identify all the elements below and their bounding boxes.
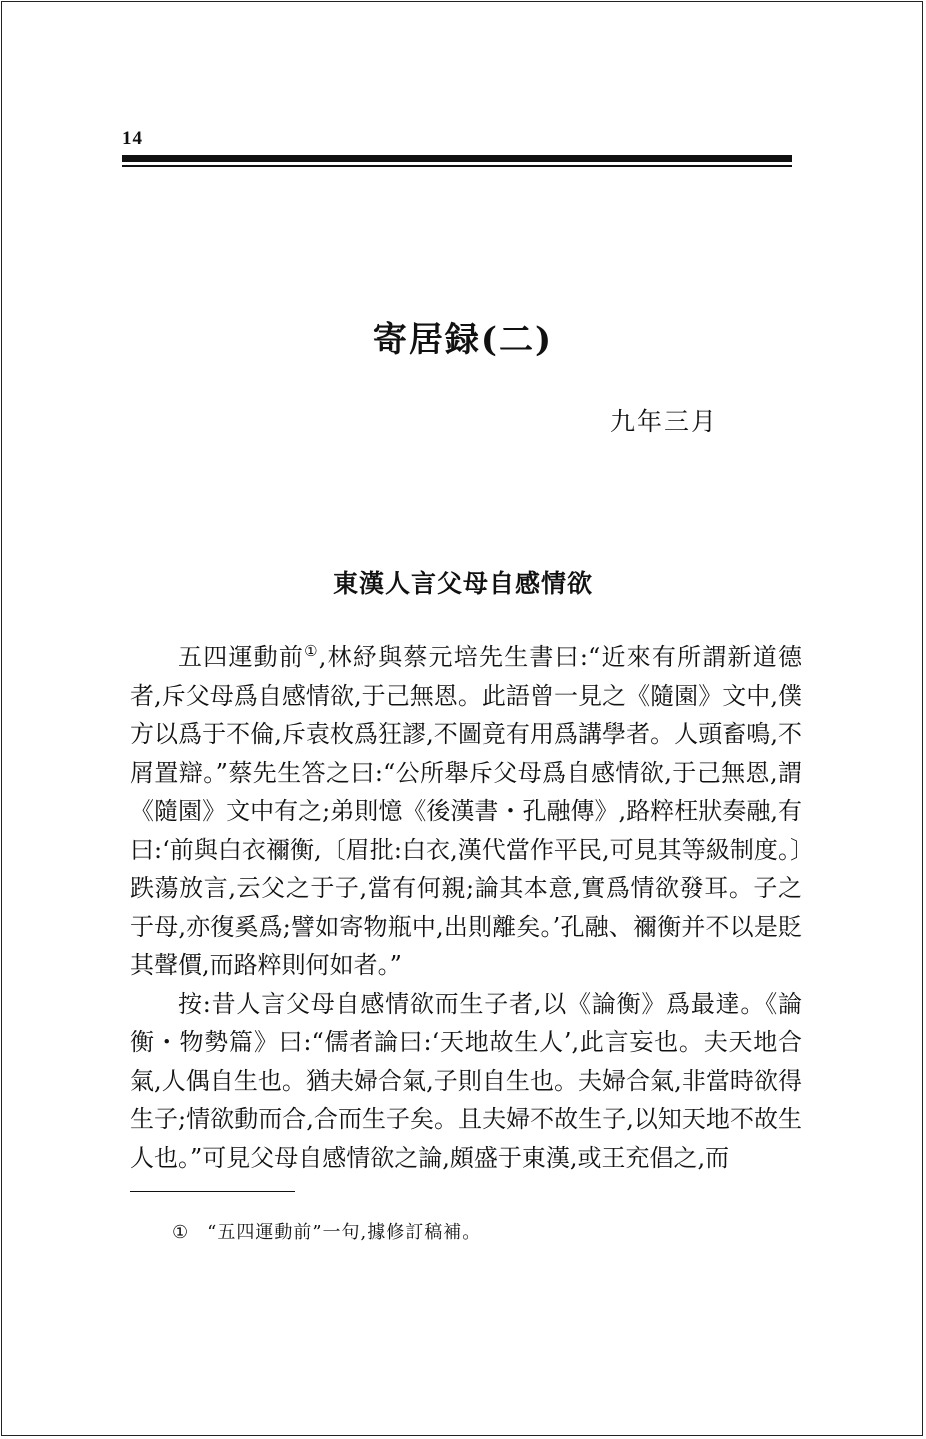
header-rule-thin	[122, 165, 792, 167]
section-title: 東漢人言父母自感情欲	[332, 569, 593, 598]
footnote-reference[interactable]: ①	[304, 642, 319, 660]
footnote-separator	[130, 1191, 295, 1192]
chapter-date: 九年三月	[610, 407, 719, 436]
page-number: 14	[122, 128, 143, 149]
paragraph-2: 按:昔人言父母自感情欲而生子者,以《論衡》爲最達。《論衡・物勢篇》曰:“儒者論曰:‘天地故生人’,此言妄也。夫天地合氣,人偶自生也。猶夫婦合氣,子則自生也。夫婦合氣,非當時欲得生子;情欲動而合,合而生子矣。且夫婦不故生子,以知天地不故生人也。”可見父母自感情欲之論,頗盛于東漢,或王充倡之,而	[130, 989, 802, 1172]
paragraph-1-rest: ,林紓與蔡元培先生書曰:“近來有所謂新道德者,斥父母爲自感情欲,于己無恩。此語曾一見之《隨園》文中,僕方以爲于不倫,斥袁枚爲狂謬,不圖竟有用爲講學者。人頭畜鳴,不屑置辯。”蔡先生答之曰:“公所舉斥父母爲自感情欲,于己無恩,謂《隨園》文中有之;弟則憶《後漢書・孔融傳》,路粹枉狀奏融,有曰:‘前與白衣禰衡,〔眉批:白衣,漢代當作平民,可見其等級制度。〕跌蕩放言,云父之于子,當有何親;論其本意,實爲情欲發耳。子之于母,亦復奚爲;譬如寄物瓶中,出則離矣。’孔融、禰衡并不以是貶其聲價,而路粹則何如者。”	[130, 643, 803, 979]
footnote-number: ①	[172, 1222, 190, 1243]
footnote-text: “五四運動前”一句,據修訂稿補。	[207, 1222, 482, 1243]
footnote	[172, 1218, 481, 1244]
header-rule-thick	[122, 155, 792, 162]
body-text	[130, 638, 802, 1177]
chapter-title: 寄居録(二)	[372, 320, 554, 360]
paragraph-1-lead: 五四運動前	[178, 643, 305, 671]
paragraph-1	[130, 638, 802, 985]
